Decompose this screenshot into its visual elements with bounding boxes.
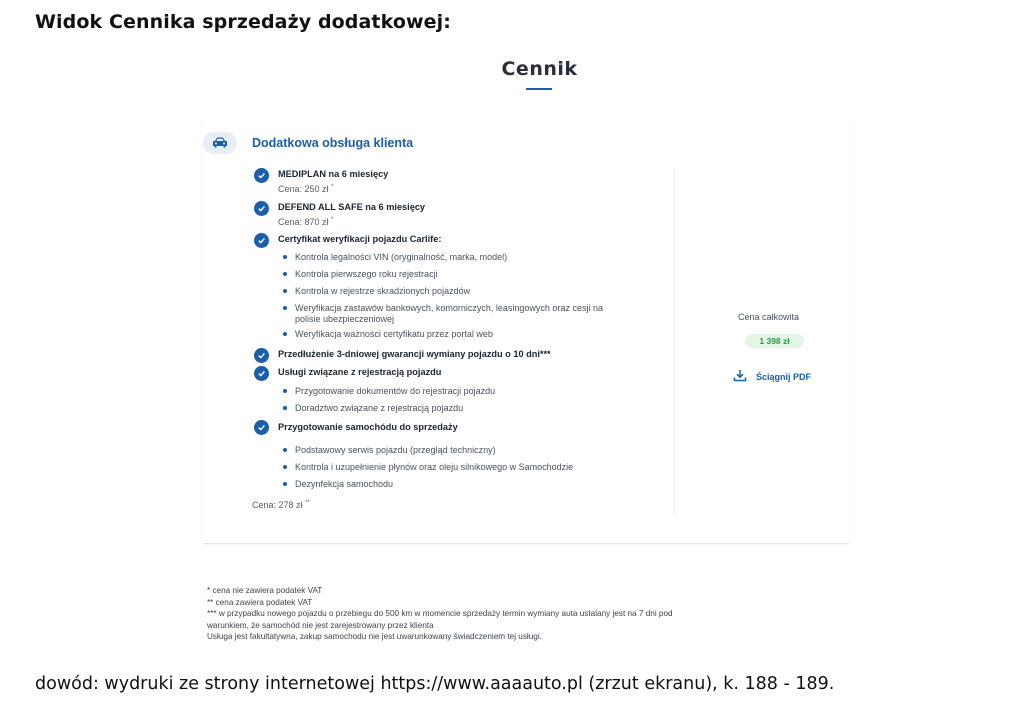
bullet bbox=[283, 482, 287, 486]
bullet bbox=[283, 332, 287, 336]
list-item: Kontrola pierwszego roku rejestracji bbox=[295, 269, 438, 279]
footnote: *** w przypadku nowego pojazdu o przebiegu do 500 km w momencie sprzedaży termin wymiany auta ustalany jest na 7 dni pod bbox=[207, 609, 673, 618]
download-pdf-link[interactable] bbox=[733, 367, 811, 386]
list-item: Weryfikacja ważności certyfikatu przez portal web bbox=[295, 329, 493, 339]
total-price-label: Cena całkowita bbox=[738, 312, 800, 322]
footnote: warunkiem, że samochód nie jest zarejestrowany przez klienta bbox=[207, 620, 434, 630]
bullet bbox=[283, 289, 287, 293]
list-item: Doradztwo związane z rejestracją pojazdu bbox=[295, 403, 464, 413]
item-price-mediplan: Cena: 250 zł * bbox=[278, 184, 334, 194]
footnote: ** cena zawiera podatek VAT bbox=[207, 597, 313, 607]
item-price-defend: Cena: 870 zł * bbox=[278, 217, 334, 227]
list-item: Weryfikacja zastawów bankowych, komorniczych, leasingowych oraz cesji na bbox=[295, 303, 603, 313]
footnotes bbox=[207, 585, 673, 643]
document-title: Widok Cennika sprzedaży dodatkowej: bbox=[35, 11, 451, 33]
bullet bbox=[283, 465, 287, 469]
bullet bbox=[283, 255, 287, 259]
page-title: Cennik bbox=[501, 58, 578, 80]
footnote: Usługa jest fakultatywna, zakup samochodu nie jest uwarunkowany świadczeniem tej usługi. bbox=[207, 632, 542, 641]
item-title-defend: DEFEND ALL SAFE na 6 miesięcy bbox=[278, 202, 426, 212]
download-icon bbox=[733, 367, 747, 386]
card-header bbox=[203, 132, 413, 154]
item-title-registration: Usługi związane z rejestracją pojazdu bbox=[278, 367, 442, 377]
list-item: Podstawowy serwis pojazdu (przegląd techniczny) bbox=[295, 445, 496, 455]
check-icon bbox=[254, 233, 269, 248]
list-item: Kontrola legalności VIN (oryginalność, marka, model) bbox=[295, 252, 508, 262]
check-icon bbox=[254, 201, 269, 216]
service-card bbox=[203, 113, 849, 544]
bullet bbox=[283, 389, 287, 393]
list-item-continuation: polisie ubezpieczeniowej bbox=[295, 314, 395, 324]
final-price: Cena: 278 zł ** bbox=[252, 500, 310, 510]
item-title-preparation: Przygotowanie samochódu do sprzedaży bbox=[278, 422, 458, 432]
list-item: Dezynfekcja samochodu bbox=[295, 479, 394, 489]
list-item: Kontrola i uzupełnienie płynów oraz oleju silnikowego w Samochodzie bbox=[295, 462, 574, 472]
column-divider bbox=[674, 169, 675, 514]
title-underline bbox=[526, 88, 552, 90]
check-icon bbox=[254, 420, 269, 435]
check-icon bbox=[254, 366, 269, 381]
total-price-badge: 1 398 zł bbox=[745, 334, 804, 348]
bullet bbox=[283, 272, 287, 276]
bullet bbox=[283, 406, 287, 410]
footnote: * cena nie zawiera podatek VAT bbox=[207, 586, 323, 595]
list-item: Przygotowanie dokumentów do rejestracji pojazdu bbox=[295, 386, 496, 396]
card-title: Dodatkowa obsługa klienta bbox=[252, 136, 414, 150]
bullet bbox=[283, 448, 287, 452]
check-icon bbox=[254, 168, 269, 183]
item-title-carlife: Certyfikat weryfikacji pojazdu Carlife: bbox=[278, 234, 442, 244]
bullet bbox=[283, 306, 287, 310]
list-item: Kontrola w rejestrze skradzionych pojazdów bbox=[295, 286, 471, 296]
download-pdf-label: Ściągnij PDF bbox=[756, 371, 812, 382]
check-icon bbox=[254, 348, 269, 363]
evidence-note: dowód: wydruki ze strony internetowej https://www.aaaauto.pl (zrzut ekranu), k. 188 - 189. bbox=[35, 674, 835, 694]
item-title-warranty: Przedłużenie 3-dniowej gwarancji wymiany pojazdu o 10 dni*** bbox=[278, 349, 551, 359]
item-title-mediplan: MEDIPLAN na 6 miesięcy bbox=[278, 169, 389, 179]
car-icon bbox=[203, 132, 237, 154]
